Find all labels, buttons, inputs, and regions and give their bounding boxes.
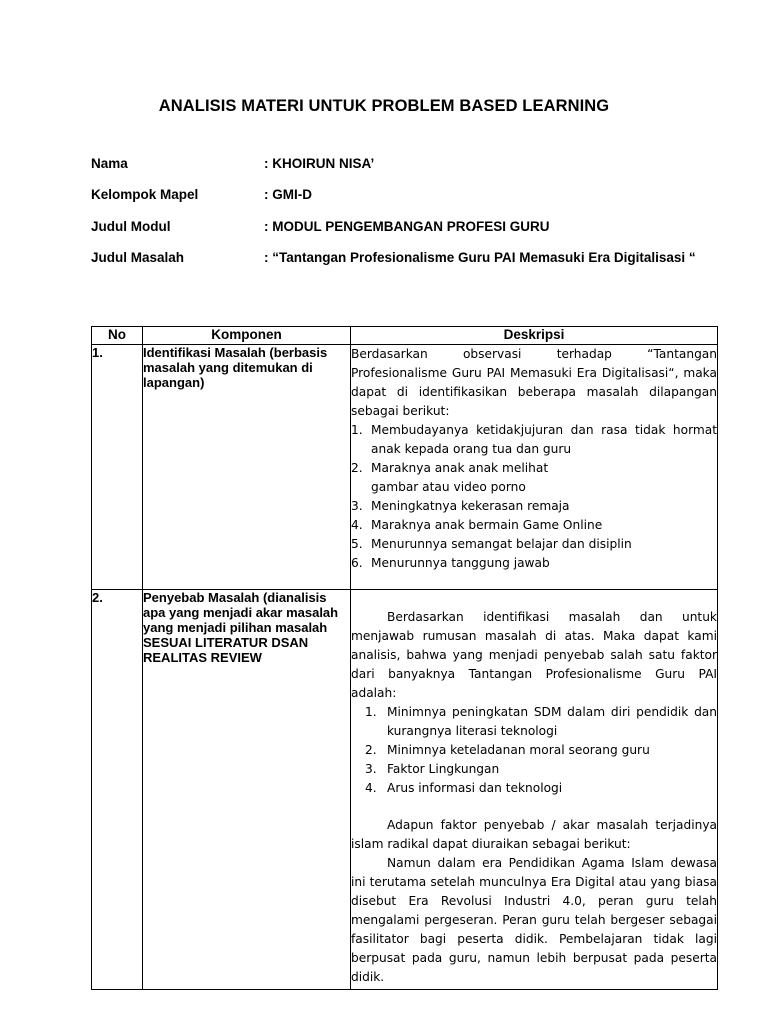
list-item: 2. Maraknya anak anak melihat gambar atau video porno: [351, 461, 549, 494]
header-deskripsi: Deskripsi: [351, 327, 718, 345]
meta-label: Judul Modul: [91, 219, 171, 234]
list-item: 1. Minimnya peningkatan SDM dalam diri pendidik dan kurangnya literasi teknologi: [365, 705, 717, 738]
meta-label: Judul Masalah: [91, 250, 185, 265]
document-title: ANALISIS MATERI UNTUK PROBLEM BASED LEARNING: [158, 97, 610, 115]
table-row: [92, 590, 718, 990]
list-item: 3. Meningkatnya kekerasan remaja: [351, 499, 570, 513]
row-komponen: Penyebab Masalah (dianalisis apa yang menjadi akar masalah yang menjadi pilihan masalah SESUAI LITERATUR DSAN REALITAS REVIEW: [143, 590, 351, 990]
description-paragraph: Adapun faktor penyebab / akar masalah terjadinya islam radikal dapat diuraikan sebagai berikut:: [351, 818, 717, 851]
header-no: No: [92, 327, 143, 345]
list-item: 4. Arus informasi dan teknologi: [365, 781, 563, 795]
meta-value: : KHOIRUN NISA’: [264, 156, 375, 171]
row-number: 1.: [92, 345, 143, 590]
meta-label: Nama: [91, 156, 128, 171]
description-intro: Berdasarkan observasi terhadap “Tantangan Profesionalisme Guru PAI Memasuki Era Digitalisasi“, maka dapat di identifikasikan beberapa masalah dilapangan sebagai berikut:: [351, 347, 717, 418]
meta-label: Kelompok Mapel: [91, 187, 199, 202]
row-number: 2.: [92, 590, 143, 990]
meta-value: : GMI-D: [264, 187, 312, 202]
list-item: 1. Membudayanya ketidakjujuran dan rasa tidak hormat anak kepada orang tua dan guru: [351, 423, 717, 456]
table-header-row: [92, 327, 718, 345]
row-deskripsi: [351, 590, 718, 990]
problem-list: [351, 421, 717, 573]
list-item: 4. Maraknya anak bermain Game Online: [351, 518, 603, 532]
list-item: 5. Menurunnya semangat belajar dan disiplin: [351, 537, 632, 551]
table-row: [92, 345, 718, 590]
header-komponen: Komponen: [143, 327, 351, 345]
analysis-table: [91, 326, 718, 990]
meta-value: : “Tantangan Profesionalisme Guru PAI Memasuki Era Digitalisasi “: [264, 250, 696, 265]
list-item: 3. Faktor Lingkungan: [365, 762, 500, 776]
description-paragraph: Namun dalam era Pendidikan Agama Islam dewasa ini terutama setelah munculnya Era Digital atau yang biasa disebut Era Revolusi Industri 4.0, peran guru telah mengalami pergeseran. Peran guru telah bergeser sebagai fasilitator bagi peserta didik. Pembelajaran tidak lagi berpusat pada guru, namun lebih berpusat pada peserta didik.: [351, 856, 717, 984]
list-item: 6. Menurunnya tanggung jawab: [351, 556, 550, 570]
list-item: 2. Minimnya keteladanan moral seorang guru: [365, 743, 650, 757]
row-deskripsi: [351, 345, 718, 590]
cause-list: [351, 703, 717, 798]
row-komponen: Identifikasi Masalah (berbasis masalah yang ditemukan di lapangan): [143, 345, 351, 590]
meta-value: : MODUL PENGEMBANGAN PROFESI GURU: [264, 219, 550, 234]
description-intro: Berdasarkan identifikasi masalah dan untuk menjawab rumusan masalah di atas. Maka dapat kami analisis, bahwa yang menjadi penyebab salah satu faktor dari banyaknya Tantangan Profesionalisme Guru PAI adalah:: [351, 610, 717, 700]
